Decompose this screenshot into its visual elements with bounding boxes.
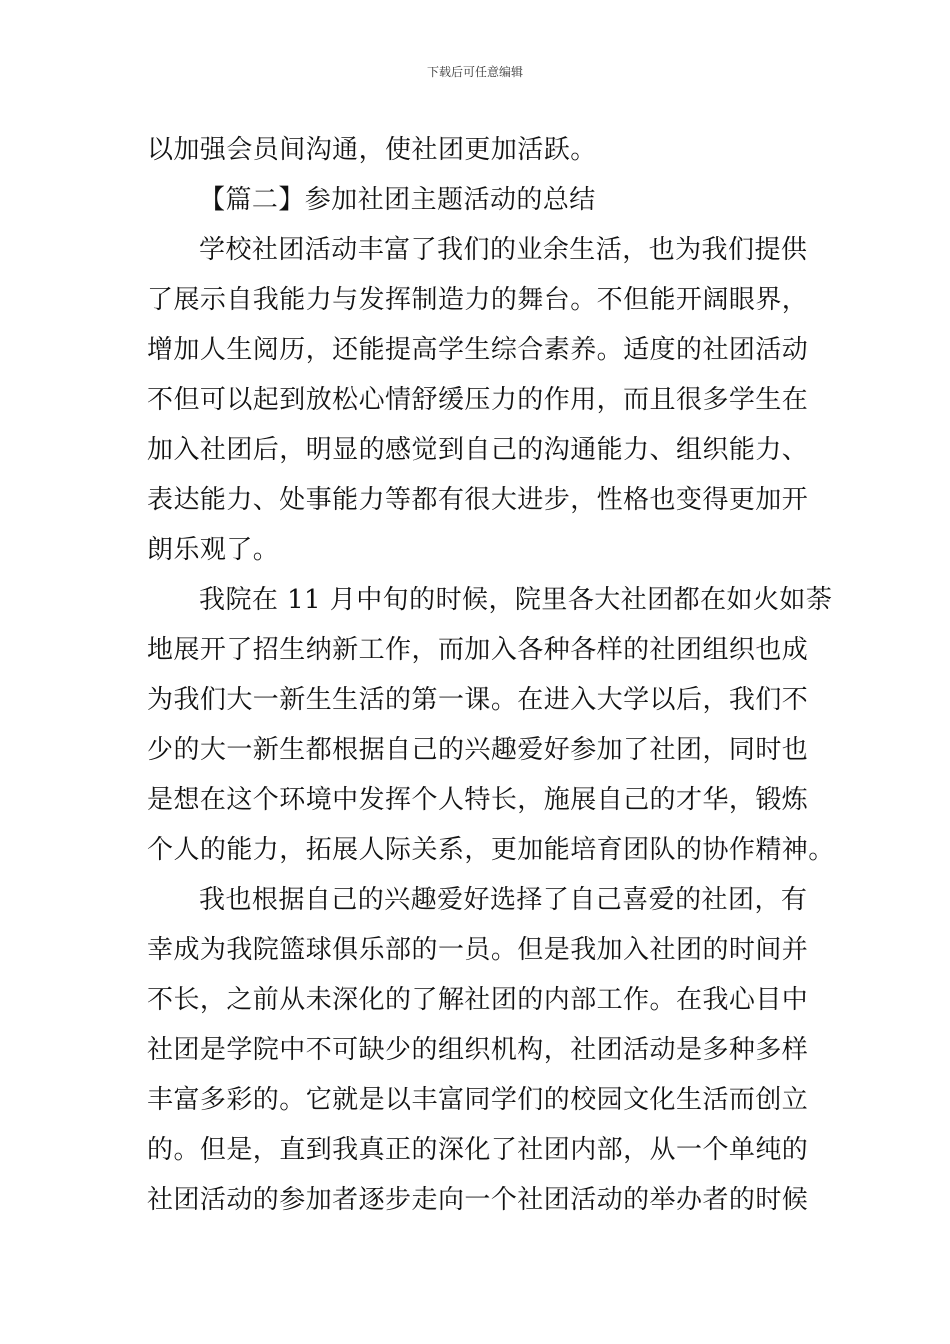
text-line: 的。但是，直到我真正的深化了社团内部，从一个单纯的 [147, 1135, 809, 1165]
text-line: 我也根据自己的兴趣爱好选择了自己喜爱的社团，有 [199, 885, 808, 915]
text-line: 以加强会员间沟通，使社团更加活跃。 [147, 135, 597, 165]
text-line: 个人的能力，拓展人际关系，更加能培育团队的协作精神。 [147, 835, 835, 865]
text-line: 朗乐观了。 [147, 535, 280, 565]
text-line: 不长，之前从未深化的了解社团的内部工作。在我心目中 [147, 985, 809, 1015]
text-line: 地展开了招生纳新工作，而加入各种各样的社团组织也成 [147, 635, 809, 665]
text-line: 了展示自我能力与发挥制造力的舞台。不但能开阔眼界， [147, 285, 809, 315]
text-line: 表达能力、处事能力等都有很大进步，性格也变得更加开 [147, 485, 809, 515]
text-line: 丰富多彩的。它就是以丰富同学们的校园文化生活而创立 [147, 1085, 809, 1115]
text-line: 社团活动的参加者逐步走向一个社团活动的举办者的时候 [147, 1185, 809, 1215]
text-line: 是想在这个环境中发挥个人特长，施展自己的才华，锻炼 [147, 785, 809, 815]
text-line: 不但可以起到放松心情舒缓压力的作用，而且很多学生在 [147, 385, 809, 415]
text-line: 社团是学院中不可缺少的组织机构，社团活动是多种多样 [147, 1035, 809, 1065]
text-line: 幸成为我院篮球俱乐部的一员。但是我加入社团的时间并 [147, 935, 809, 965]
section-heading: 【篇二】参加社团主题活动的总结 [199, 185, 596, 215]
page-header: 下载后可任意编辑 [426, 65, 523, 79]
text-line: 我院在 11 月中旬的时候，院里各大社团都在如火如荼 [199, 585, 833, 615]
text-line: 学校社团活动丰富了我们的业余生活，也为我们提供 [199, 235, 808, 265]
text-line: 少的大一新生都根据自己的兴趣爱好参加了社团，同时也 [147, 735, 809, 765]
text-line: 为我们大一新生生活的第一课。在进入大学以后，我们不 [147, 685, 809, 715]
text-line: 加入社团后，明显的感觉到自己的沟通能力、组织能力、 [147, 435, 809, 465]
text-line: 增加人生阅历，还能提高学生综合素养。适度的社团活动 [147, 335, 809, 365]
